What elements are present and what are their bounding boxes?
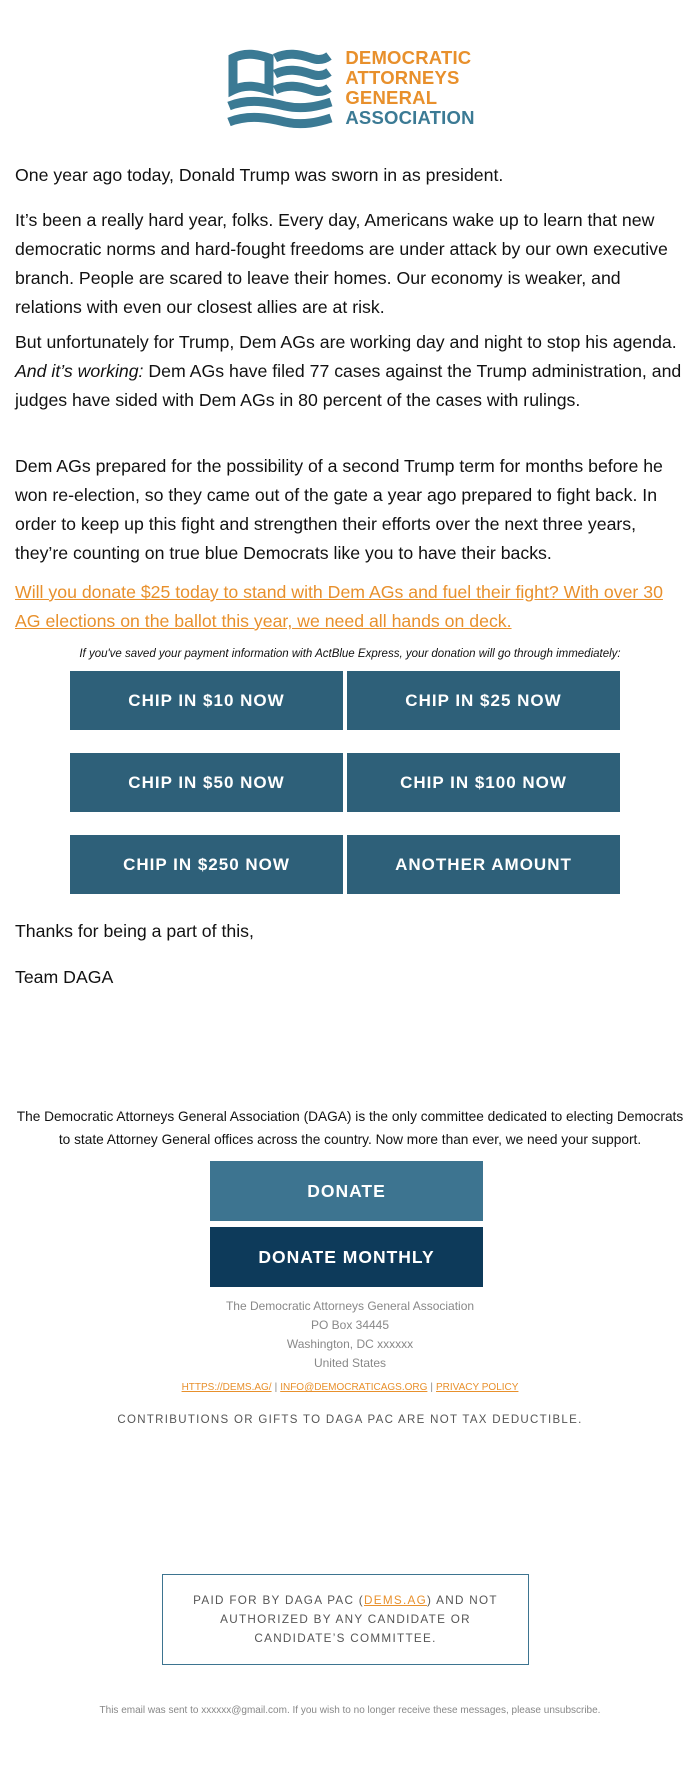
link-separator: |	[274, 1382, 278, 1393]
paid-for-disclaimer	[179, 1591, 512, 1648]
paid-for-before: PAID FOR BY DAGA PAC (	[193, 1594, 364, 1607]
body-paragraph-3	[15, 328, 687, 415]
address-city: Washington, DC xxxxxx	[286, 1337, 414, 1351]
tax-deductible-note: CONTRIBUTIONS OR GIFTS TO DAGA PAC ARE NOT TAX DEDUCTIBLE.	[117, 1414, 583, 1426]
p3-end: Dem AGs have filed 77 cases against the Trump administration, and judges have sided with Dem AGs in 80 percent of the cases with rulings.	[15, 361, 682, 410]
footer-description: The Democratic Attorneys General Association (DAGA) is the only committee dedicated to electing Democrats to state Attorney General offices across the country. Now more than ever, we need your support.	[16, 1109, 684, 1147]
header-logo-area	[0, 38, 700, 138]
chip-in-100-button[interactable]: CHIP IN $100 NOW	[347, 753, 620, 812]
paid-for-after: ) AND NOT AUTHORIZED BY ANY CANDIDATE OR CANDIDATE’S COMMITTEE.	[220, 1594, 498, 1645]
address-po-box: PO Box 34445	[310, 1318, 390, 1332]
paid-for-disclaimer-box	[162, 1574, 529, 1665]
daga-logo[interactable]	[225, 46, 474, 130]
chip-in-10-button[interactable]: CHIP IN $10 NOW	[70, 671, 343, 730]
link-separator: |	[430, 1382, 433, 1393]
privacy-policy-link[interactable]: PRIVACY POLICY	[436, 1382, 519, 1393]
logo-line-2: ATTORNEYS	[345, 67, 460, 88]
address-country: United States	[313, 1356, 387, 1370]
signoff-team: Team DAGA	[15, 967, 114, 987]
footer-links	[0, 1382, 700, 1393]
p3-emphasis: And it’s working:	[15, 361, 144, 381]
chip-in-50-button[interactable]: CHIP IN $50 NOW	[70, 753, 343, 812]
p3-start: But unfortunately for Trump, Dem AGs are working day and night to stop his agenda.	[15, 332, 677, 352]
email-link[interactable]: INFO@DEMOCRATICAGS.ORG	[280, 1382, 428, 1393]
signoff-thanks: Thanks for being a part of this,	[15, 921, 254, 941]
website-link[interactable]: HTTPS://DEMS.AG/	[181, 1382, 272, 1393]
mailing-address	[0, 1297, 700, 1373]
actblue-express-note: If you've saved your payment information with ActBlue Express, your donation will go through immediately:	[79, 648, 621, 660]
body-paragraph-4: Dem AGs prepared for the possibility of a second Trump term for months before he won re-election, so they came out of the gate a year ago prepared to fight back. In order to keep up this fight and strengthen their efforts over the next three years, they’re counting on true blue Democrats like you to have their backs.	[15, 456, 663, 563]
logo-line-3: GENERAL	[345, 87, 438, 108]
address-org: The Democratic Attorneys General Association	[225, 1299, 475, 1313]
donate-monthly-button[interactable]: DONATE MONTHLY	[210, 1227, 483, 1287]
daga-flag-logo-icon	[225, 46, 335, 130]
chip-in-25-button[interactable]: CHIP IN $25 NOW	[347, 671, 620, 730]
body-paragraph-2: It’s been a really hard year, folks. Every day, Americans wake up to learn that new democratic norms and hard-fought freedoms are under attack by our own executive branch. People are scared to leave their homes. Our economy is weaker, and relations with even our closest allies are at risk.	[15, 210, 668, 317]
chip-in-250-button[interactable]: CHIP IN $250 NOW	[70, 835, 343, 894]
logo-line-1: DEMOCRATIC	[345, 47, 472, 68]
another-amount-button[interactable]: ANOTHER AMOUNT	[347, 835, 620, 894]
unsubscribe-note: This email was sent to xxxxxx@gmail.com. If you wish to no longer receive these messages, please unsubscribe.	[99, 1705, 601, 1716]
dems-ag-link[interactable]: DEMS.AG	[364, 1594, 428, 1607]
body-paragraph-1: One year ago today, Donald Trump was sworn in as president.	[15, 165, 504, 185]
logo-line-4: ASSOCIATION	[345, 107, 475, 128]
logo-wordmark	[345, 48, 474, 128]
donate-25-cta-link[interactable]: Will you donate $25 today to stand with Dem AGs and fuel their fight? With over 30 AG elections on the ballot this year, we need all hands on deck.	[15, 582, 663, 631]
donate-button[interactable]: DONATE	[210, 1161, 483, 1221]
